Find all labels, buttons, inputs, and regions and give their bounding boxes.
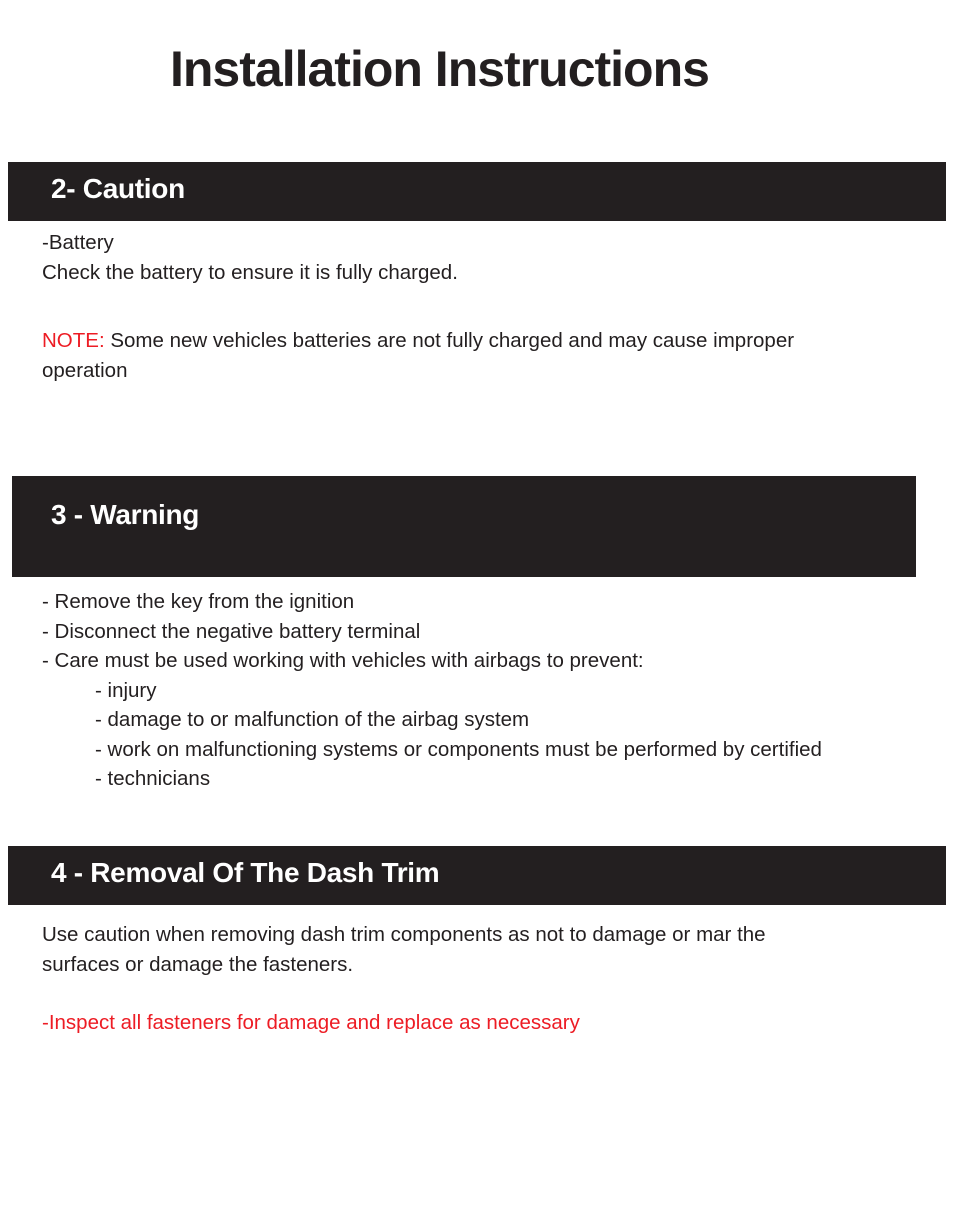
- battery-check-text: Check the battery to ensure it is fully charged.: [42, 260, 458, 284]
- removal-text-line: surfaces or damage the fasteners.: [42, 952, 354, 976]
- warning-item: - Remove the key from the ignition: [42, 590, 355, 613]
- note-text: Some new vehicles batteries are not fully charged and may cause improper: [110, 329, 795, 352]
- inspect-fasteners-note: -Inspect all fasteners for damage and replace as necessary: [42, 1011, 580, 1034]
- warning-subitem: - technicians: [95, 767, 211, 790]
- warning-subitem: - injury: [95, 678, 157, 702]
- warning-subitem: - work on malfunctioning systems or components must be performed by certified: [95, 737, 822, 761]
- battery-label: -Battery: [42, 231, 114, 254]
- removal-paragraph: [42, 920, 766, 979]
- warning-heading: 3 - Warning: [51, 499, 200, 530]
- removal-text-line: Use caution when removing dash trim components as not to damage or mar the: [42, 923, 766, 946]
- warning-item: - Disconnect the negative battery terminal: [42, 619, 421, 643]
- warning-list: [42, 587, 822, 794]
- note-text-continued: operation: [42, 358, 128, 382]
- warning-subitem: - damage to or malfunction of the airbag system: [95, 708, 530, 731]
- caution-note: [42, 326, 794, 385]
- caution-body: [42, 228, 458, 287]
- page-title: Installation Instructions: [170, 41, 709, 97]
- note-label: NOTE:: [42, 329, 105, 352]
- caution-heading: 2- Caution: [51, 173, 185, 204]
- removal-heading: 4 - Removal Of The Dash Trim: [51, 857, 440, 888]
- warning-item: - Care must be used working with vehicles with airbags to prevent:: [42, 649, 644, 672]
